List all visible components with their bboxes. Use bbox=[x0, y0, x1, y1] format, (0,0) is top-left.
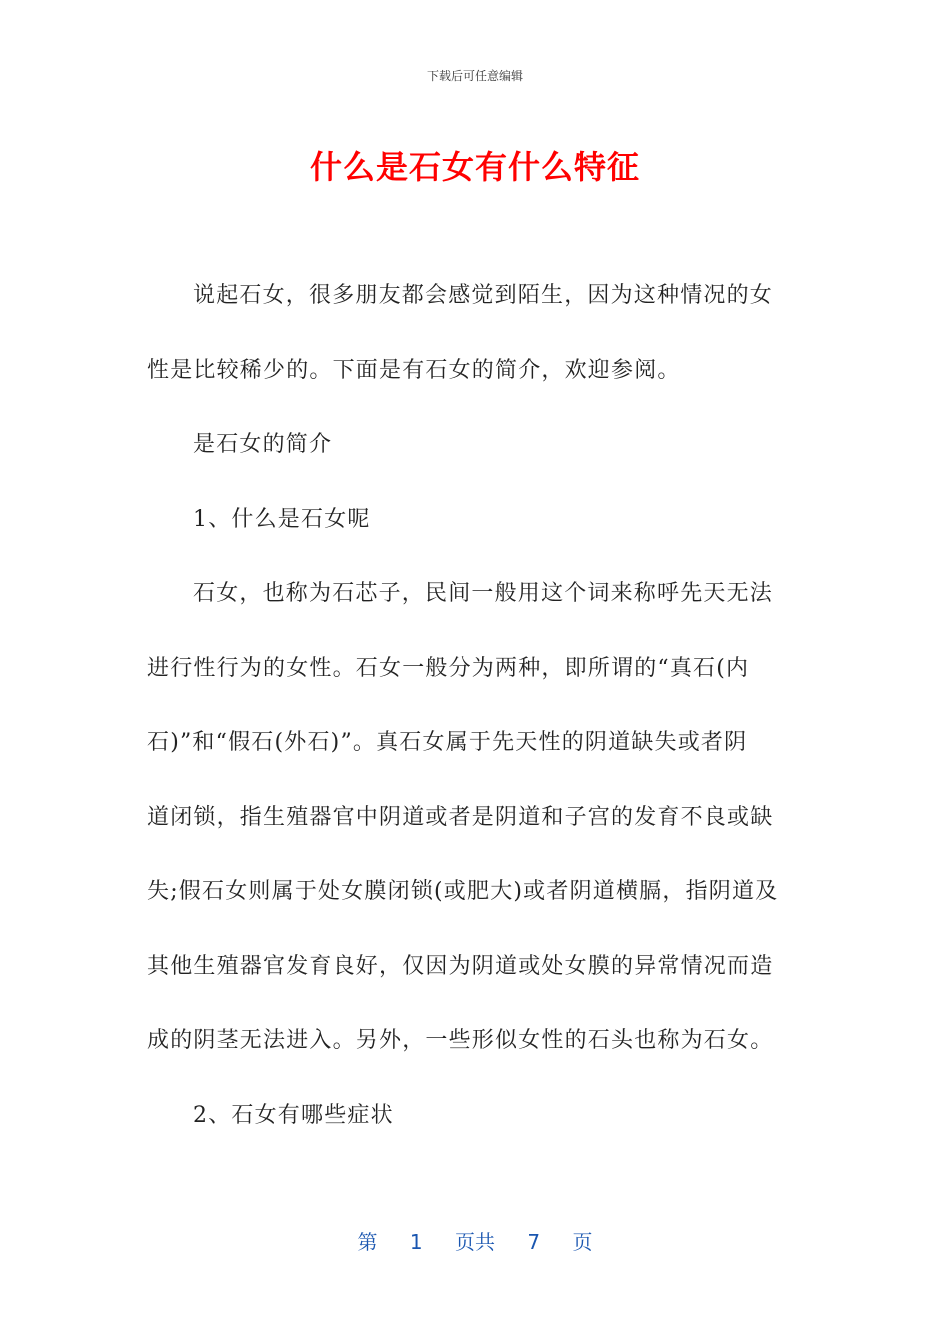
paragraph-line: 性是比较稀少的。下面是有石女的简介，欢迎参阅。 bbox=[147, 358, 681, 383]
page-label-suffix: 页 bbox=[572, 1230, 593, 1254]
page-footer bbox=[0, 1226, 950, 1255]
paragraph-line: 进行性行为的女性。石女一般分为两种，即所谓的“真石(内 bbox=[147, 656, 750, 681]
paragraph-line: 失;假石女则属于处女膜闭锁(或肥大)或者阴道横膈，指阴道及 bbox=[147, 879, 779, 904]
paragraph-line: 石)”和“假石(外石)”。真石女属于先天性的阴道缺失或者阴 bbox=[147, 730, 748, 755]
paragraph-line: 成的阴茎无法进入。另外，一些形似女性的石头也称为石女。 bbox=[147, 1028, 774, 1053]
paragraph-line: 其他生殖器官发育良好，仅因为阴道或处女膜的异常情况而造 bbox=[147, 954, 774, 979]
paragraph-line: 道闭锁，指生殖器官中阴道或者是阴道和子宫的发育不良或缺 bbox=[147, 805, 774, 830]
total-page-count: 7 bbox=[527, 1230, 541, 1254]
document-title: 什么是石女有什么特征 bbox=[309, 148, 640, 186]
current-page-number: 1 bbox=[409, 1230, 423, 1254]
header-note: 下载后可任意编辑 bbox=[426, 69, 523, 83]
section-heading: 是石女的简介 bbox=[193, 432, 333, 457]
page-label-prefix: 第 bbox=[357, 1230, 378, 1254]
paragraph-line: 石女，也称为石芯子，民间一般用这个词来称呼先天无法 bbox=[193, 581, 774, 606]
section-heading: 1、什么是石女呢 bbox=[193, 507, 371, 532]
paragraph-line: 说起石女，很多朋友都会感觉到陌生，因为这种情况的女 bbox=[193, 283, 774, 308]
page-label-mid: 页共 bbox=[455, 1230, 495, 1254]
section-heading: 2、石女有哪些症状 bbox=[193, 1103, 394, 1128]
